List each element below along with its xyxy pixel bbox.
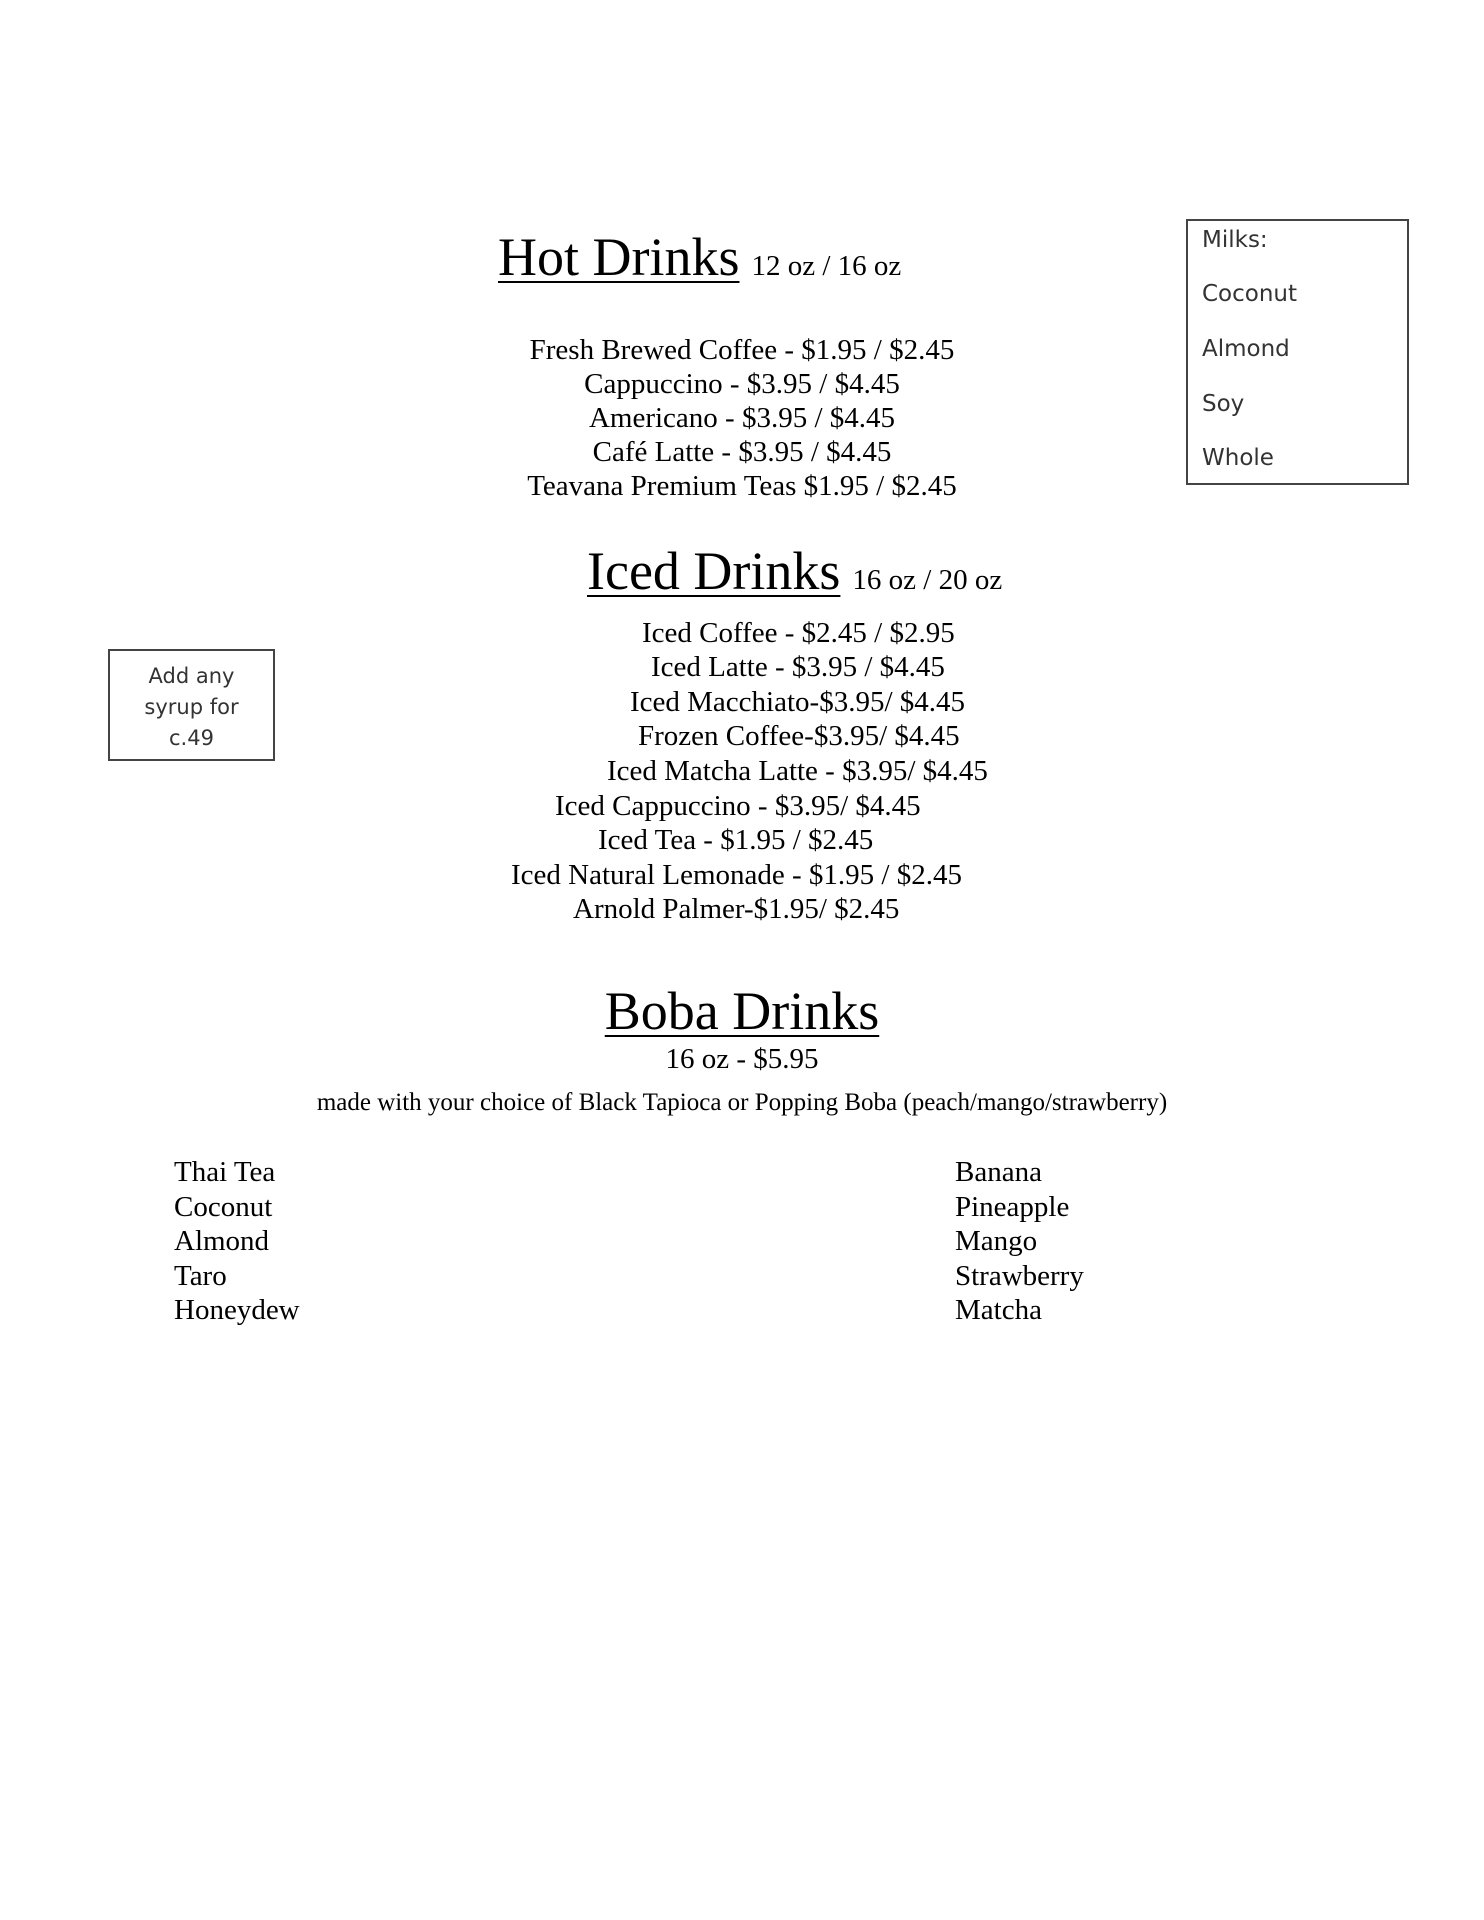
iced-item: Iced Latte - $3.95 / $4.45 [651, 651, 945, 683]
hot-item: Americano - $3.95 / $4.45 [588, 402, 896, 434]
iced-item: Iced Macchiato-$3.95/ $4.45 [630, 686, 966, 718]
syrup-note-box [108, 649, 275, 761]
boba-flavor: Banana [955, 1156, 1042, 1188]
boba-flavor: Thai Tea [174, 1156, 276, 1188]
hot-item: Cappuccino - $3.95 / $4.45 [584, 368, 900, 400]
boba-flavor: Mango [955, 1225, 1038, 1257]
boba-flavor: Matcha [955, 1294, 1042, 1326]
hot-drinks-sizes: 12 oz / 16 oz [751, 250, 902, 282]
iced-drinks-heading [521, 540, 1002, 602]
iced-item: Arnold Palmer-$1.95/ $2.45 [573, 893, 900, 925]
iced-item: Iced Coffee - $2.45 / $2.95 [642, 617, 955, 649]
boba-flavor: Strawberry [955, 1259, 1084, 1292]
boba-flavor: Pineapple [955, 1190, 1070, 1223]
iced-item: Iced Tea - $1.95 / $2.45 [598, 824, 874, 856]
hot-drinks-title: Hot Drinks [498, 227, 740, 287]
boba-drinks-heading [0, 980, 1484, 1042]
hot-item: Café Latte - $3.95 / $4.45 [592, 436, 892, 468]
milk-option: Coconut [1202, 281, 1298, 307]
milk-option: Soy [1202, 391, 1245, 417]
syrup-line: c.49 [169, 726, 214, 750]
milks-title: Milks: [1202, 227, 1268, 253]
boba-flavors-left [174, 1155, 300, 1328]
boba-price: 16 oz - $5.95 [665, 1043, 819, 1075]
iced-item: Frozen Coffee-$3.95/ $4.45 [638, 720, 960, 752]
iced-item: Iced Matcha Latte - $3.95/ $4.45 [607, 755, 988, 787]
hot-item: Fresh Brewed Coffee - $1.95 / $2.45 [529, 334, 955, 366]
iced-drinks-title: Iced Drinks [587, 541, 841, 601]
iced-drinks-sizes: 16 oz / 20 oz [852, 564, 1003, 596]
hot-drinks-heading [432, 226, 901, 288]
milks-box [1186, 219, 1409, 485]
boba-flavors-right [955, 1155, 1084, 1328]
boba-note: made with your choice of Black Tapioca or Popping Boba (peach/mango/strawberry) [316, 1089, 1168, 1116]
boba-flavor: Almond [174, 1225, 270, 1257]
hot-item: Teavana Premium Teas $1.95 / $2.45 [527, 470, 957, 502]
boba-flavor: Coconut [174, 1190, 273, 1223]
iced-item: Iced Cappuccino - $3.95/ $4.45 [555, 790, 921, 822]
milk-option: Whole [1202, 445, 1274, 471]
syrup-line: Add any [148, 664, 235, 688]
iced-item: Iced Natural Lemonade - $1.95 / $2.45 [511, 859, 962, 891]
boba-drinks-title: Boba Drinks [604, 981, 880, 1041]
syrup-line: syrup for [144, 695, 239, 719]
boba-flavor: Taro [174, 1259, 227, 1292]
milk-option: Almond [1202, 336, 1290, 362]
boba-flavor: Honeydew [174, 1294, 300, 1326]
